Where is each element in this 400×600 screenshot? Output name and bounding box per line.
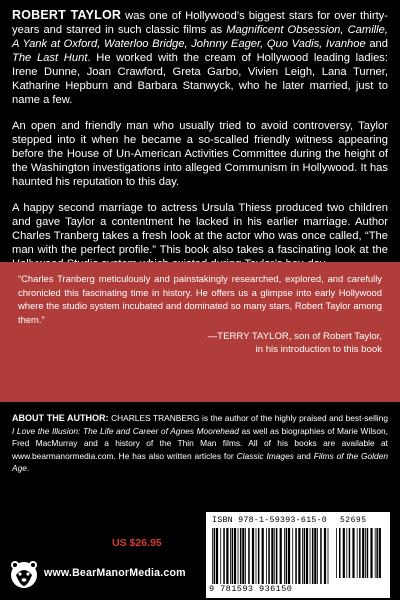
barcode-bar <box>232 528 234 584</box>
barcode-bar <box>276 528 278 584</box>
barcode-bar <box>242 528 244 584</box>
price-addon-number: 52695 <box>340 516 367 525</box>
barcode-bar <box>375 528 376 578</box>
barcode-bar <box>362 528 364 578</box>
barcode-bar <box>352 528 354 578</box>
barcode-bar <box>367 528 369 578</box>
barcode-bar <box>230 528 231 584</box>
barcode-bar <box>328 528 329 584</box>
barcode-bar <box>252 528 254 584</box>
barcode-bar <box>226 528 228 584</box>
bio-text: and <box>365 38 388 50</box>
barcode-bar <box>336 528 337 578</box>
author-subject-name: ROBERT TAYLOR <box>12 8 122 22</box>
barcode-bar <box>304 528 306 584</box>
about-text: and <box>293 450 314 461</box>
isbn-barcode <box>206 512 390 598</box>
barcode-bar <box>317 528 318 584</box>
barcode-bar <box>286 528 288 584</box>
bio-paragraph-2: An open and friendly man who usually tried to avoid controversy, Taylor stepped into it when he became a so-scalled friendly witness appearing before the House of Un-American Activities Committee during the height of the Washington investigations into alleged Communism in Hollywood. It has haunted his reputation to this day. <box>12 120 388 188</box>
barcode-bar <box>223 528 225 584</box>
barcode-bar <box>256 528 257 584</box>
quote-attribution-source: in his introduction to this book <box>255 344 382 356</box>
bio-paragraph-1 <box>12 8 388 107</box>
barcode-bar <box>295 528 297 584</box>
barcode-bar <box>310 528 311 584</box>
barcode-bar <box>298 528 300 584</box>
bio-paragraph-3: A happy second marriage to actress Ursula Thiess produced two children and gave Taylor a contentment he lacked in his earlier marriage. Author Charles Tranberg takes a fresh look at the actor who was once called, “The man with the perfect profile.” This book also takes a fascinating look at the <box>12 202 388 256</box>
endorsement-quote: “Charles Tranberg meticulously and painstakingly researched, explored, and carefully chronicled this fascinating time in history. He offers us a glimpse into early Hollywood where the studio system incubated and dominated so many stars, Robert Taylor among them.” <box>18 273 382 325</box>
bio-text: . He worked with the cream of Hollywood leading ladies: Irene Dunne, Joan Crawford, Greta Garbo, Vivien Leigh, Lana Turner, Katharine Hepburn and Barbara Stanwyck, who he later married, just to name a few. <box>12 52 388 106</box>
barcode-bar <box>339 528 341 578</box>
price-label: US $26.95 <box>112 537 162 549</box>
barcode-bar <box>220 528 221 584</box>
barcode-bar <box>379 528 381 578</box>
barcode-bar <box>302 528 303 584</box>
film-list: Magnificent Obsession, Camille, A Yank at Oxford, Waterloo Bridge, Johnny Eager, Quo Vadis, Ivanhoe <box>12 24 388 50</box>
barcode-bar <box>376 528 378 578</box>
barcode-bar <box>359 528 361 578</box>
barcode-bar <box>274 528 275 584</box>
barcode-bar <box>214 528 216 584</box>
about-text: CHARLES TRANBERG is the author of the highly praised and best-selling <box>108 413 388 423</box>
barcode-bar <box>343 528 345 578</box>
barcode-bar <box>370 528 372 578</box>
about-author-label: ABOUT THE AUTHOR: <box>12 413 109 423</box>
magazine-title: Classic Images <box>236 450 294 461</box>
barcode-bar <box>240 528 242 584</box>
barcode-bar <box>280 528 282 584</box>
barcode-bar <box>288 528 290 584</box>
book-title: I Love the Illusion: The Life and Career of Agnes Moorehead <box>12 425 239 436</box>
barcode-bar <box>258 528 260 584</box>
barcode-bar <box>262 528 264 584</box>
barcode-bar <box>216 528 218 584</box>
barcode-bar <box>212 528 213 584</box>
barcode-bar <box>312 528 314 584</box>
about-the-author <box>0 402 400 494</box>
barcode-bar <box>314 528 316 584</box>
about-text: as well as biographies of Marie Wilson, Fred MacMurray and a history of the Thin Man films. All of his books are available at www.bearmanormedia.com. He has also written articles for <box>12 425 389 461</box>
back-cover-footer <box>0 494 400 600</box>
publisher-bear-logo-icon <box>8 559 40 589</box>
ean-digits: 9 781593 936150 <box>209 584 293 594</box>
barcode-bar <box>324 528 326 584</box>
barcode-bar <box>349 528 351 578</box>
ean-barcode-bars <box>212 528 330 584</box>
about-text: . <box>26 463 30 474</box>
barcode-bar <box>320 528 322 584</box>
barcode-bar <box>357 528 358 578</box>
barcode-bar <box>306 528 308 584</box>
barcode-bar <box>266 528 267 584</box>
publisher-url[interactable]: www.BearManorMedia.com <box>44 567 186 579</box>
barcode-bar <box>365 528 366 578</box>
barcode-bar <box>284 528 285 584</box>
barcode-bar <box>292 528 293 584</box>
barcode-bar <box>271 528 273 584</box>
about-author-paragraph <box>12 412 388 475</box>
barcode-bar <box>346 528 347 578</box>
quote-attribution-name: —TERRY TAYLOR, son of Robert Taylor, <box>207 331 382 343</box>
addon-barcode-bars <box>336 528 384 578</box>
quote-attribution <box>18 330 382 356</box>
barcode-bar <box>248 528 250 584</box>
barcode-bar <box>238 528 239 584</box>
endorsement-quote-band <box>0 262 400 402</box>
magazine-title: Films of the Golden Age <box>12 450 389 474</box>
barcode-bar <box>245 528 246 584</box>
barcode-bar <box>234 528 236 584</box>
isbn-number: ISBN 978-1-59393-615-0 <box>212 515 327 525</box>
bio-text: was one of Hollywood’s biggest stars for over thirty-years and starred in such classic films as <box>12 10 388 36</box>
film-title: The Last Hunt <box>12 52 88 64</box>
barcode-bar <box>268 528 270 584</box>
book-description <box>0 0 400 262</box>
